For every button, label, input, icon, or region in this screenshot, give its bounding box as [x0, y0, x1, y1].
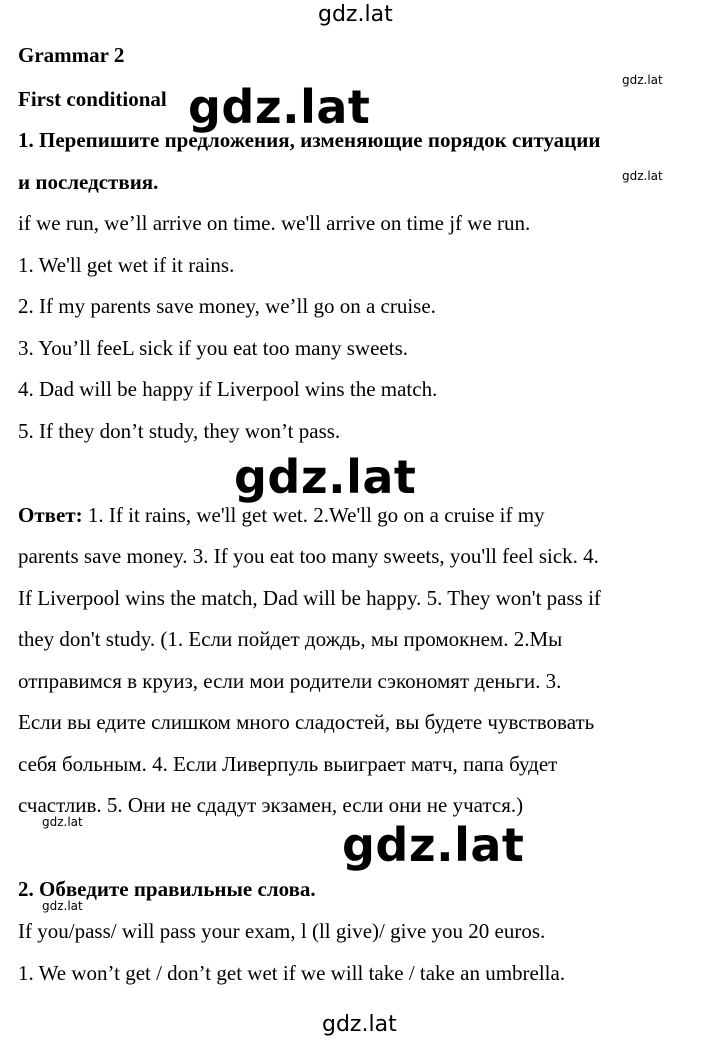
page-title: Grammar 2	[18, 43, 125, 67]
answer-line	[18, 502, 545, 528]
answer-line: отправимся в круиз, если мои родители сэкономят деньги. 3.	[18, 669, 562, 693]
answer-line: they don't study. (1. Если пойдет дождь, мы промокнем. 2.Мы	[18, 627, 563, 651]
watermark-small: gdz.lat	[622, 73, 663, 87]
answer-line: If Liverpool wins the match, Dad will be happy. 5. They won't pass if	[18, 586, 601, 610]
exercise1-task-line2: и последствия.	[18, 170, 159, 194]
exercise1-example: if we run, we’ll arrive on time. we'll arrive on time jf we run.	[18, 211, 531, 235]
exercise1-item: 2. If my parents save money, we’ll go on a cruise.	[18, 294, 436, 318]
exercise2-item: 1. We won’t get / don’t get wet if we will take / take an umbrella.	[18, 961, 566, 985]
watermark-large: gdz.lat	[234, 450, 417, 504]
exercise2-task: 2. Обведите правильные слова.	[18, 877, 316, 901]
watermark-small: gdz.lat	[622, 169, 663, 183]
answer-label: Ответ:	[18, 503, 83, 527]
watermark-large: gdz.lat	[342, 818, 525, 872]
exercise1-item: 4. Dad will be happy if Liverpool wins the match.	[18, 377, 438, 401]
exercise1-item: 3. You’ll feeL sick if you eat too many sweets.	[18, 336, 408, 360]
watermark-small: gdz.lat	[42, 815, 83, 829]
answer-line: счастлив. 5. Они не сдадут экзамен, если они не учатся.)	[18, 793, 524, 817]
exercise1-item: 5. If they don’t study, they won’t pass.	[18, 419, 341, 443]
answer-line: parents save money. 3. If you eat too many sweets, you'll feel sick. 4.	[18, 544, 599, 568]
watermark-small: gdz.lat	[42, 899, 83, 913]
exercise1-item: 1. We'll get wet if it rains.	[18, 253, 235, 277]
exercise2-example: If you/pass/ will pass your exam, l (ll give)/ give you 20 euros.	[18, 919, 546, 943]
exercise1-task-line1: 1. Перепишите предложения, изменяющие порядок ситуации	[18, 128, 601, 152]
answer-text: 1. If it rains, we'll get wet. 2.We'll go on a cruise if my	[82, 503, 545, 527]
watermark-bottom: gdz.lat	[322, 1012, 397, 1037]
watermark-top: gdz.lat	[318, 2, 393, 27]
watermark-large: gdz.lat	[188, 80, 371, 134]
section-subtitle: First conditional	[18, 87, 167, 111]
answer-line: Если вы едите слишком много сладостей, вы будете чувствовать	[18, 710, 595, 734]
answer-line: себя больным. 4. Если Ливерпуль выиграет матч, папа будет	[18, 752, 558, 776]
